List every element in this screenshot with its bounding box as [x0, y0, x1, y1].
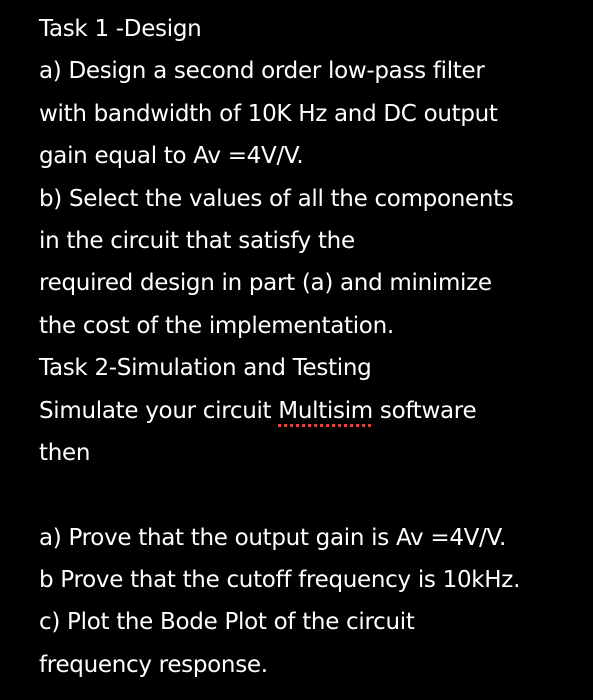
task1-part-b-line3: required design in part (a) and minimize: [39, 270, 492, 297]
task1-part-a-line2: with bandwidth of 10K Hz and DC output: [39, 100, 498, 127]
task2-part-b: b Prove that the cutoff frequency is 10kHz.: [39, 567, 521, 594]
blank-line: [39, 474, 584, 516]
task2-part-c-line2: frequency response.: [39, 651, 268, 678]
task2-instruction-line2: then: [39, 439, 91, 466]
task1-part-b-line2: in the circuit that satisfy the: [39, 227, 355, 254]
task1-part-a-line3: gain equal to Av =4V/V.: [39, 143, 304, 170]
note-body[interactable]: [39, 8, 584, 686]
misspelled-word[interactable]: Multisim: [278, 397, 373, 424]
task2-instruction-line1: [39, 390, 584, 432]
task2-part-a: a) Prove that the output gain is Av =4V/V.: [39, 524, 507, 551]
task2-text-after: software: [372, 397, 477, 424]
task1-heading: Task 1 -Design: [39, 16, 202, 42]
task1-part-a-line1: a) Design a second order low-pass filter: [39, 58, 485, 85]
task1-part-b-line4: the cost of the implementation.: [39, 312, 394, 339]
task2-text-before: Simulate your circuit: [39, 397, 279, 424]
task2-heading: Task 2-Simulation and Testing: [39, 355, 372, 382]
task1-part-b-line1: b) Select the values of all the components: [39, 185, 514, 212]
task2-part-c-line1: c) Plot the Bode Plot of the circuit: [39, 609, 415, 636]
